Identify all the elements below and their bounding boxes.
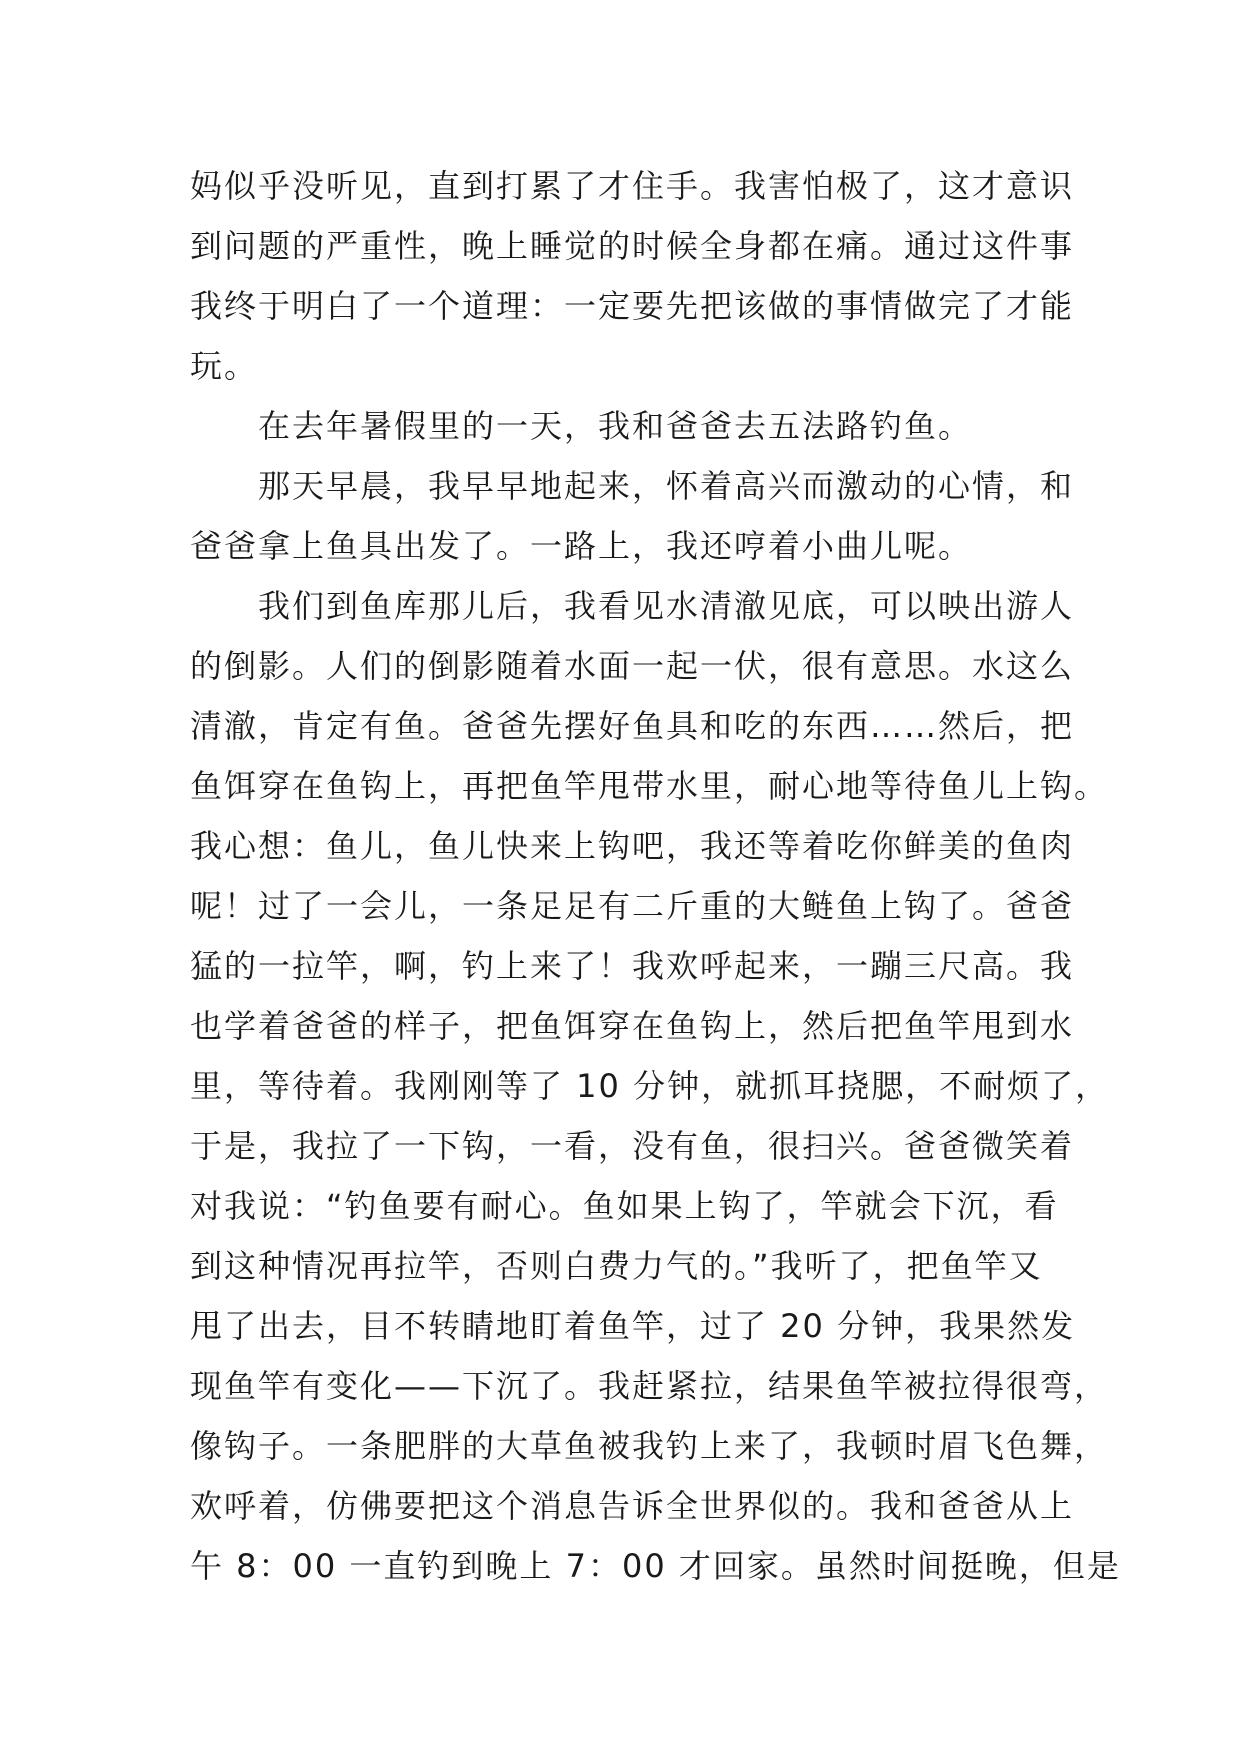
text-line: 欢呼着，仿佛要把这个消息告诉全世界似的。我和爸爸从上 [190, 1487, 1075, 1525]
text-line: 鱼饵穿在鱼钩上，再把鱼竿甩带水里，耐心地等待鱼儿上钩。 [190, 767, 1109, 805]
text-line: 到这种情况再拉竿，否则白费力气的。”我听了，把鱼竿又 [190, 1247, 1043, 1285]
text-line: 清澈，肯定有鱼。爸爸先摆好鱼具和吃的东西……然后，把 [190, 707, 1075, 745]
text-line: 也学着爸爸的样子，把鱼饵穿在鱼钩上，然后把鱼竿甩到水 [190, 1007, 1075, 1045]
text-line: 对我说：“钓鱼要有耐心。鱼如果上钩了，竿就会下沉，看 [190, 1187, 1059, 1225]
text-line: 爸爸拿上鱼具出发了。一路上，我还哼着小曲儿呢。 [190, 527, 973, 565]
text-line: 午 8：00 一直钓到晚上 7：00 才回家。虽然时间挺晚，但是 [190, 1547, 1121, 1585]
text-line: 妈似乎没听见，直到打累了才住手。我害怕极了，这才意识 [190, 167, 1075, 205]
text-line: 现鱼竿有变化——下沉了。我赶紧拉，结果鱼竿被拉得很弯， [190, 1367, 1109, 1405]
text-line: 我终于明白了一个道理：一定要先把该做的事情做完了才能 [190, 287, 1075, 325]
text-line: 在去年暑假里的一天，我和爸爸去五法路钓鱼。 [190, 407, 973, 445]
text-line: 我心想：鱼儿，鱼儿快来上钩吧，我还等着吃你鲜美的鱼肉 [190, 827, 1075, 865]
text-line: 的倒影。人们的倒影随着水面一起一伏，很有意思。水这么 [190, 647, 1075, 685]
text-line: 猛的一拉竿，啊，钓上来了！我欢呼起来，一蹦三尺高。我 [190, 947, 1075, 985]
text-line: 像钩子。一条肥胖的大草鱼被我钓上来了，我顿时眉飞色舞， [190, 1427, 1109, 1465]
text-line: 呢！过了一会儿，一条足足有二斤重的大鲢鱼上钩了。爸爸 [190, 887, 1075, 925]
text-line: 甩了出去，目不转睛地盯着鱼竿，过了 20 分钟，我果然发 [190, 1307, 1076, 1345]
text-line: 玩。 [190, 347, 259, 385]
text-line: 那天早晨，我早早地起来，怀着高兴而激动的心情，和 [190, 467, 1075, 505]
text-line: 我们到鱼库那儿后，我看见水清澈见底，可以映出游人 [190, 587, 1075, 625]
text-line: 里，等待着。我刚刚等了 10 分钟，就抓耳挠腮，不耐烦了， [190, 1067, 1110, 1105]
text-line: 到问题的严重性，晚上睡觉的时候全身都在痛。通过这件事 [190, 227, 1075, 265]
document-body [190, 156, 1121, 1596]
text-line: 于是，我拉了一下钩，一看，没有鱼，很扫兴。爸爸微笑着 [190, 1127, 1075, 1165]
